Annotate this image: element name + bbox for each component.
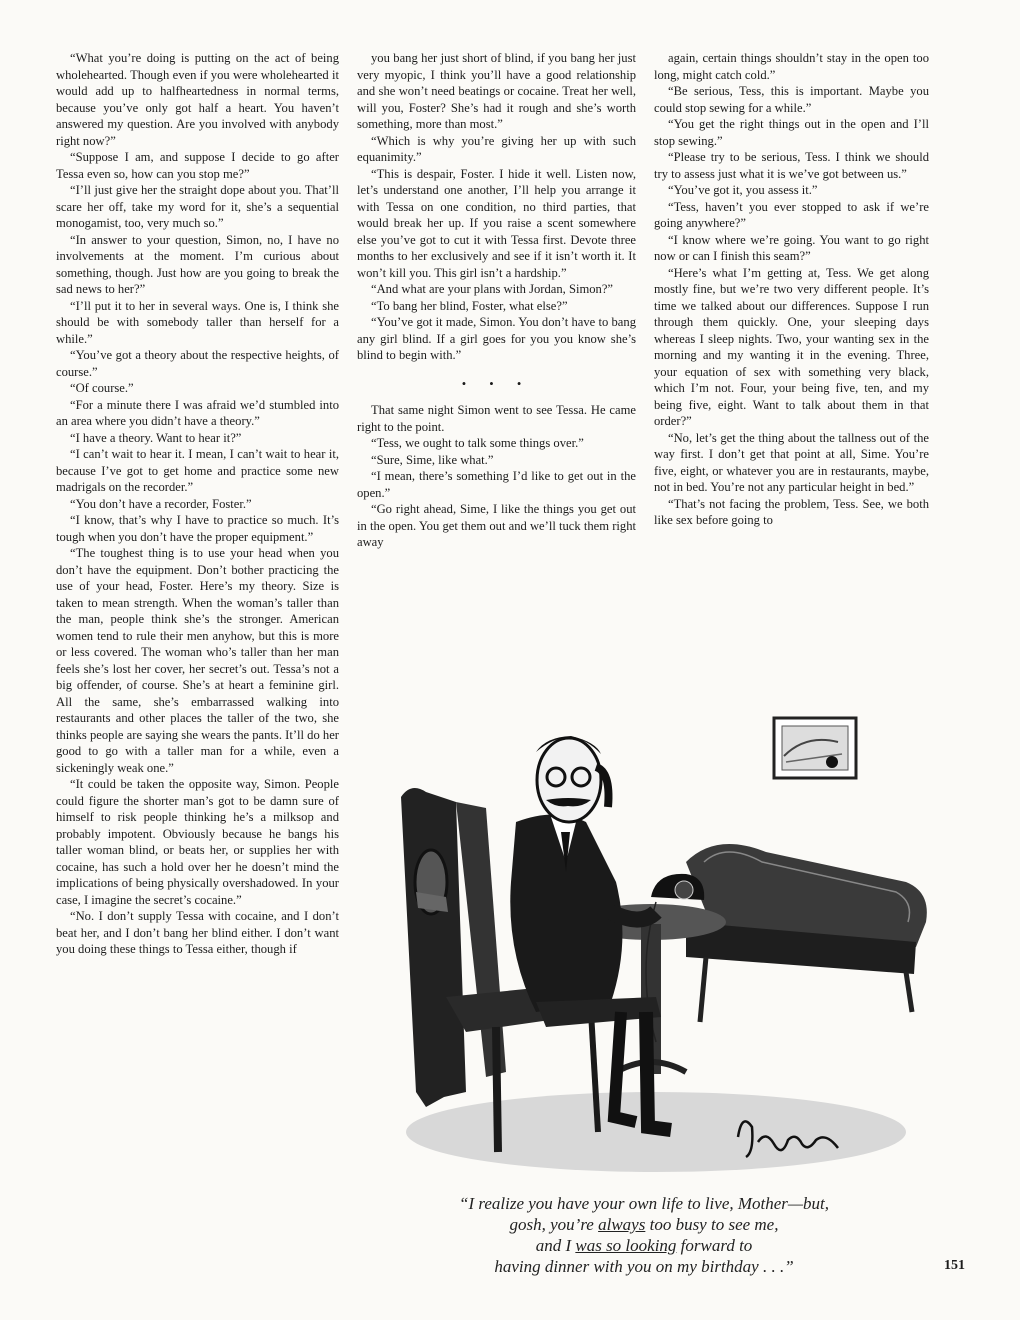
cartoon-illustration [386, 712, 946, 1182]
paragraph: “Be serious, Tess, this is important. Maybe you could stop sewing for a while.” [654, 84, 929, 115]
paragraph: “Please try to be serious, Tess. I think we should try to assess just what it is we’ve got between us.” [654, 150, 929, 181]
section-break: • • • [461, 376, 532, 391]
paragraph: “I have a theory. Want to hear it?” [70, 430, 242, 445]
paragraph: “No, let’s get the thing about the tallness out of the way first. I don’t get that point at all, Sime. You’re five, eight, or whatever you are in restaurants, maybe, not in bed. You’re not any particular height in bed.” [654, 430, 929, 494]
column-2-scene [357, 402, 636, 551]
paragraph: “Here’s what I’m getting at, Tess. We get along mostly fine, but we’re two very different people. It’s time we talked about our differences. Suppose I run through them quickly. One, your sleeping days whereas I sleep nights. Two, your wanting sex in the morning and my wanting it in the evening. Three, your equation of sex with something very black, which I’m not. Four, your being five, ten, and my being five, eight. Want to talk about them in that order?” [654, 265, 929, 428]
paragraph: “That’s not facing the problem, Tess. See, we both like sex before going to [654, 496, 929, 527]
article-column-2 [357, 50, 636, 551]
caption-line: having dinner with you on my birthday . . .” [494, 1257, 794, 1276]
paragraph: “Suppose I am, and suppose I decide to go after Tessa even so, how can you stop me?” [56, 150, 339, 181]
paragraph: “I can’t wait to hear it. I mean, I can’t wait to hear it, because I’ve got to get home and practice some new madrigals on the recorder.” [56, 447, 339, 494]
paragraph: “Which is why you’re giving her up with such equanimity.” [357, 133, 636, 164]
paragraph: “You’ve got a theory about the respective heights, of course.” [56, 348, 339, 379]
paragraph: “In answer to your question, Simon, no, I have no involvements at the moment. I’m curious about something, though. Just how are you going to break the sad news to her?” [56, 232, 339, 296]
paragraph: “And what are your plans with Jordan, Simon?” [371, 282, 614, 296]
article-column-1 [56, 50, 339, 958]
paragraph: “For a minute there I was afraid we’d stumbled into an area where you didn’t have a theory.” [56, 397, 339, 428]
page-number: 151 [944, 1258, 965, 1273]
paragraph: “This is despair, Foster. I hide it well. Listen now, let’s understand one another, I’ll help you arrange it with Tessa on one condition, no third parties, that would break her up. If you raise a scent somewhere else you’ve got to cut it with Tessa first. Devote three months to her exclusively and see if it isn’t worth it. It won’t kill you. This girl isn’t a hardship.” [357, 166, 636, 280]
chaise-lounge [686, 844, 927, 1022]
caption-line: gosh, you’re always too busy to see me, [509, 1215, 779, 1234]
paragraph: “Tess, we ought to talk some things over.” [371, 436, 584, 450]
paragraph: “I’ll put it to her in several ways. One is, I think she should be with somebody taller than herself for a while.” [56, 298, 339, 346]
paragraph: “I mean, there’s something I’d like to get out in the open.” [357, 469, 636, 500]
cartoon-caption [364, 1193, 924, 1277]
paragraph: “What you’re doing is putting on the act of being wholehearted. Though even if you were wholehearted it would add up to halfheartedness in normal terms, because you’ve only got half a heart. You haven’t answered my question. Are you involved with anybody right now?” [56, 51, 339, 148]
paragraph: “To bang her blind, Foster, what else?” [371, 298, 568, 313]
paragraph: “No. I don’t supply Tessa with cocaine, and I don’t beat her, and I don’t bang her blind either. I don’t want you doing these things to Tessa either, though if [56, 909, 339, 956]
paragraph: “You get the right things out in the open and I’ll stop sewing.” [654, 117, 929, 148]
paragraph: you bang her just short of blind, if you bang her just very myopic, I think you’ll have a good relationship and she won’t need beatings or cocaine. Treat her well, will you, Foster? She’s had it rough and she’s worth something, more than most.” [357, 51, 636, 131]
paragraph: “You’ve got it made, Simon. You don’t have to bang any girl blind. If a girl goes for you you know she’s blind to begin with.” [357, 315, 636, 362]
framed-picture [774, 718, 856, 778]
paragraph: “Tess, haven’t you ever stopped to ask if we’re going anywhere?” [654, 199, 929, 230]
paragraph: “I know, that’s why I have to practice so much. It’s tough when you don’t have the proper equipment.” [56, 513, 339, 544]
paragraph: “I’ll just give her the straight dope about you. That’ll scare her off, take my word for it, she’s a sequential monogamist, too, very much so.” [56, 183, 339, 230]
article-column-3 [654, 50, 929, 529]
paragraph: That same night Simon went to see Tessa. He came right to the point. [357, 403, 636, 434]
paragraph: again, certain things shouldn’t stay in the open too long, might catch cold.” [654, 51, 929, 82]
paragraph: “Of course.” [70, 381, 134, 395]
paragraph: “It could be taken the opposite way, Simon. People could figure the shorter man’s got to be damn sure of himself to risk people thinking he’s a milksop and probably impotent. Obviously because he bangs his taller woman blind, or beats her, or supplies her with cocaine, has such a hold over her he doesn’t mind the implications of being physically overshadowed. In your case, I imagine the secret’s cocaine.” [56, 777, 339, 907]
paragraph: “Sure, Sime, like what.” [371, 452, 494, 467]
paragraph: “You don’t have a recorder, Foster.” [70, 496, 252, 511]
paragraph: “The toughest thing is to use your head when you don’t have the equipment. Don’t bother practicing the use of your head, Foster. Here’s my theory. Size is taken to mean strength. When the woman’s taller than the man, people think she’s the stronger. American women tend to rule their men anyhow, but this is more or less covered. The woman who’s taller than her man feels she’s lost her cover, her secret’s out. Tessa’s not a big offender, of course. She’s at heart a feminine girl. All the same, she’s embarrassed walking into restaurants and other places the taller of the two, she thinks people are saying she wears the pants. It’ll do her good to go with a taller man for a while, even a sickeningly weak one.” [56, 546, 339, 775]
column-2-dialogue [357, 50, 636, 364]
caption-line: “I realize you have your own life to live, Mother—but, [459, 1194, 829, 1213]
caption-line: and I was so looking forward to [535, 1236, 753, 1255]
paragraph: “Go right ahead, Sime, I like the things you get out in the open. You get them out and we’ll tuck them right away [357, 502, 636, 549]
paragraph: “I know where we’re going. You want to go right now or can I finish this seam?” [654, 232, 929, 263]
paragraph: “You’ve got it, you assess it.” [668, 183, 818, 197]
